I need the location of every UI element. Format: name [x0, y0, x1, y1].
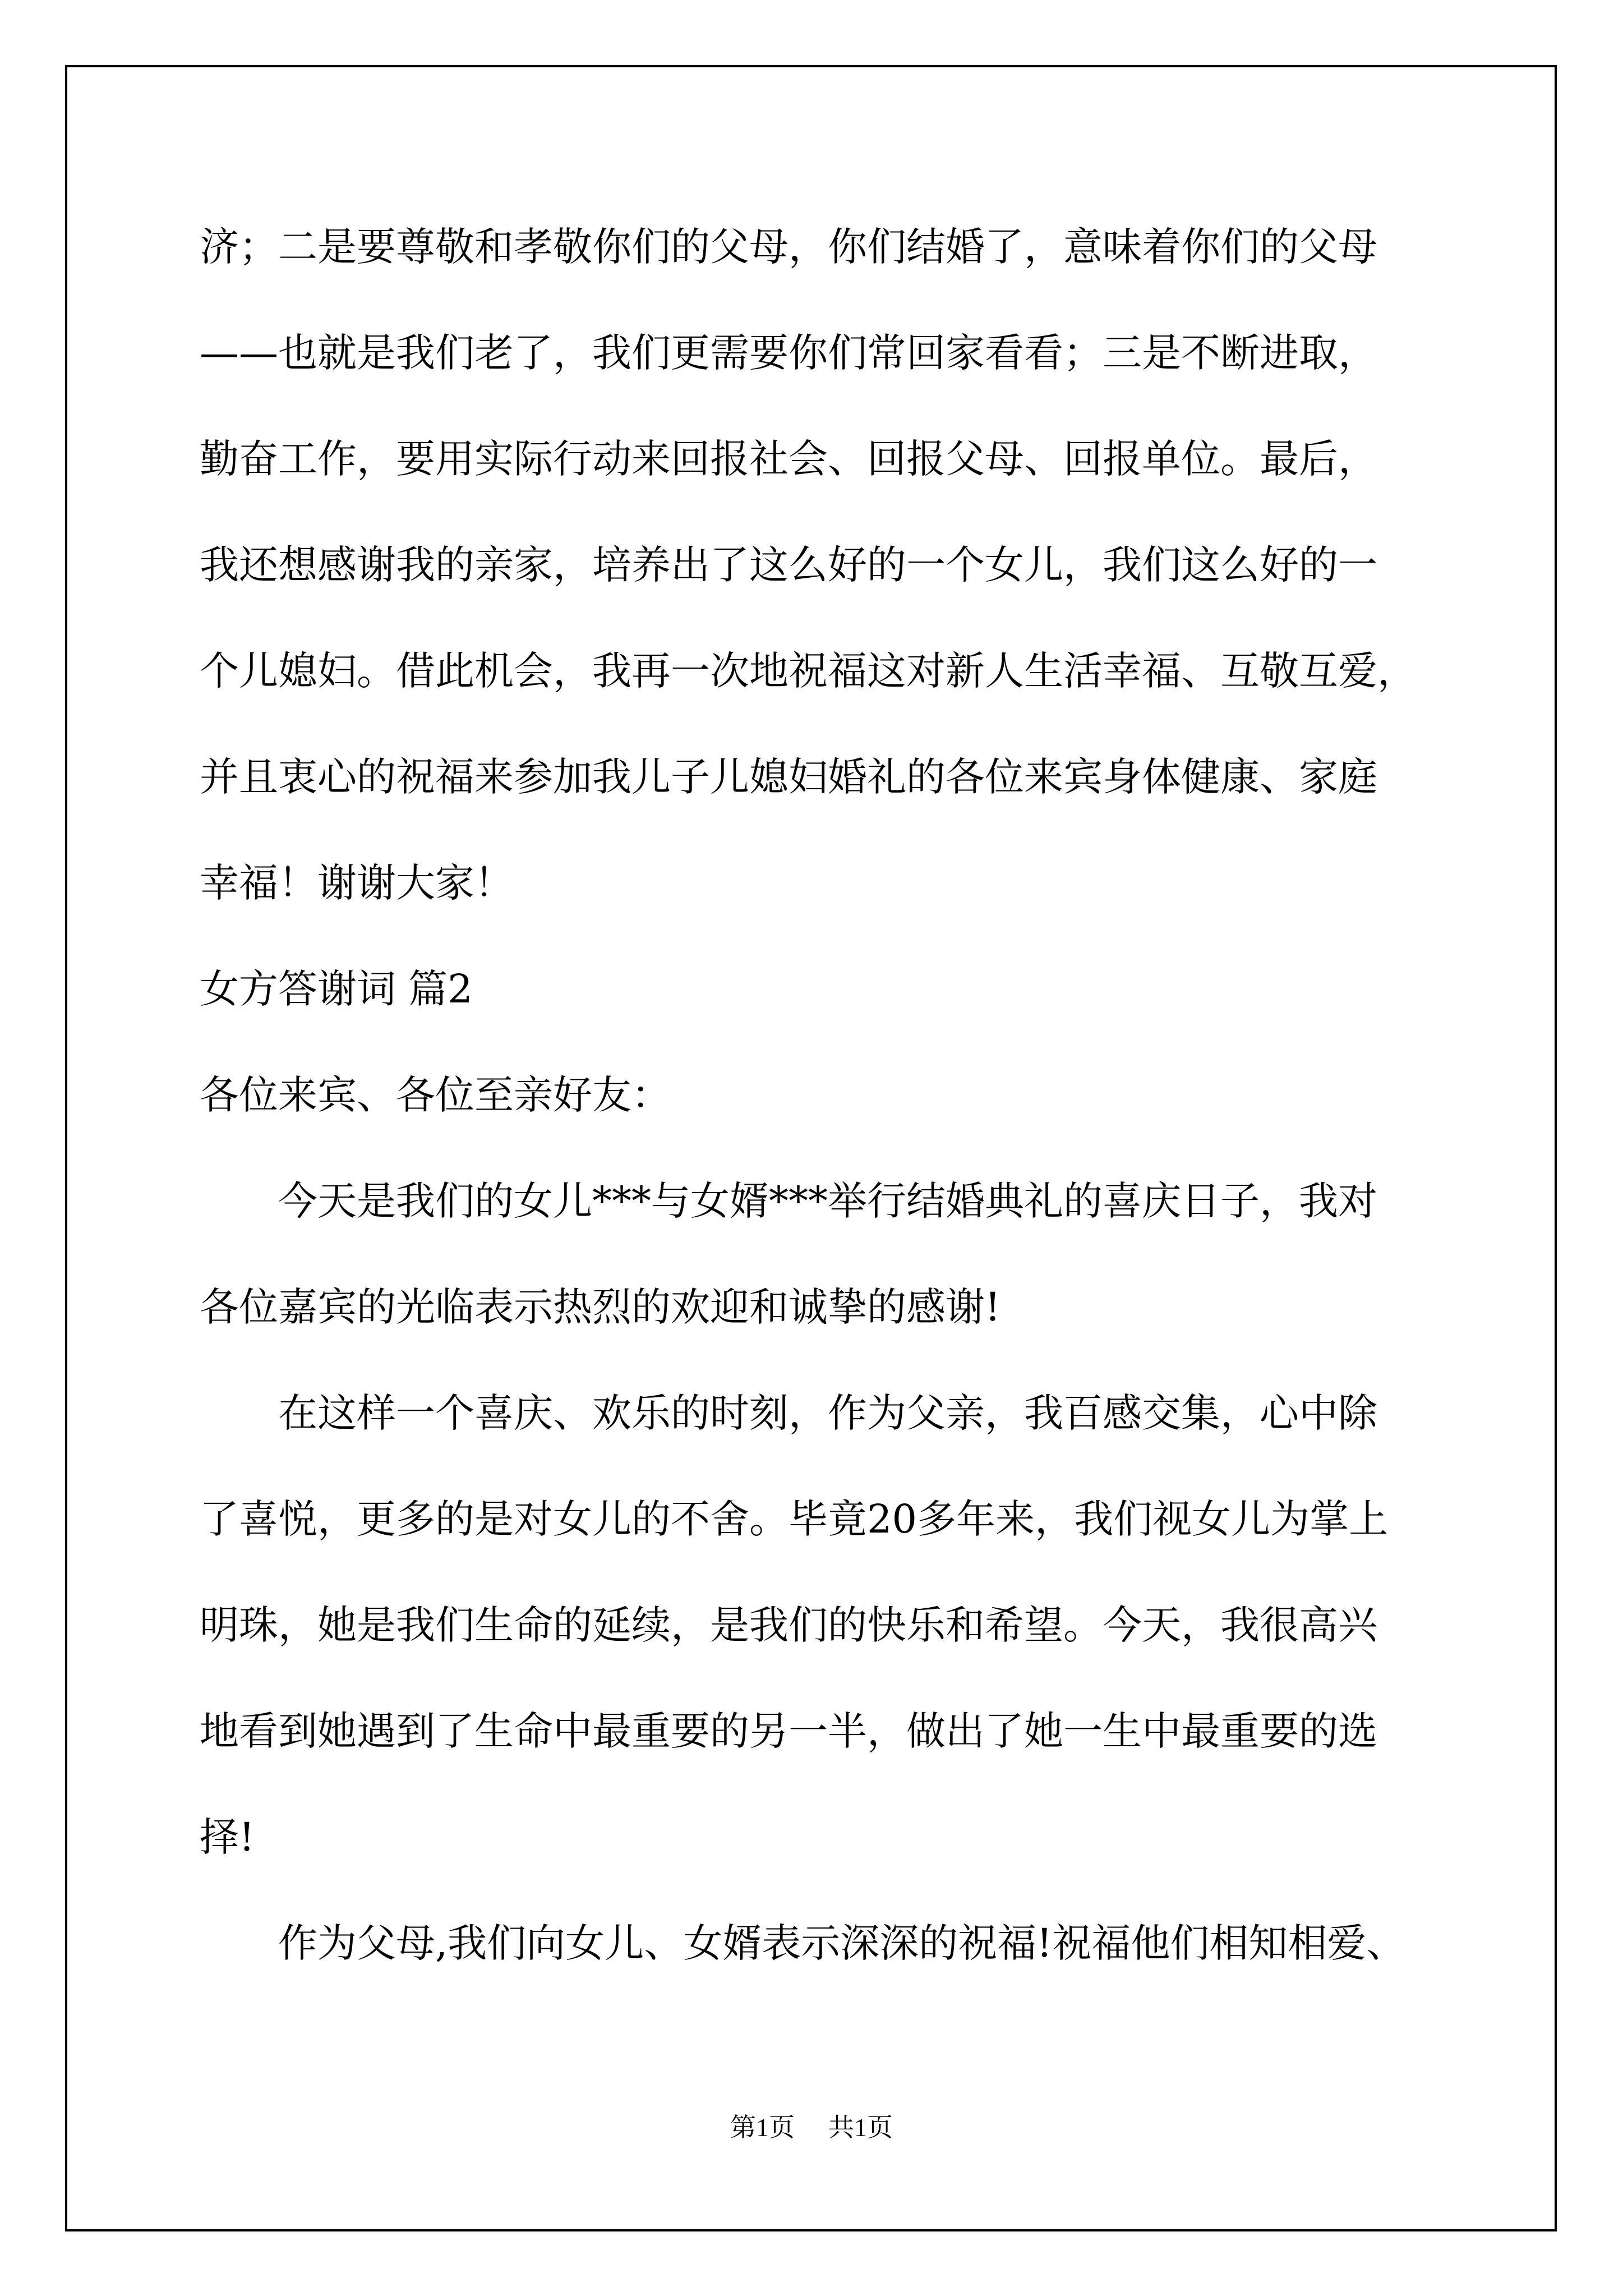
section-heading: 女方答谢词 篇2: [200, 966, 473, 1012]
text-line: 明珠，她是我们生命的延续，是我们的快乐和希望。今天，我很高兴: [200, 1602, 1377, 1648]
text-line: 我还想感谢我的亲家，培养出了这么好的一个女儿，我们这么好的一: [200, 542, 1377, 588]
text-line: 在这样一个喜庆、欢乐的时刻，作为父亲，我百感交集，心中除: [278, 1390, 1377, 1436]
page-number-current: 第1页: [730, 2113, 795, 2142]
text-line: 个儿媳妇。借此机会，我再一次地祝福这对新人生活幸福、互敬互爱，: [200, 648, 1417, 694]
text-line: 地看到她遇到了生命中最重要的另一半，做出了她一生中最重要的选: [200, 1708, 1377, 1754]
text-line: 勤奋工作，要用实际行动来回报社会、回报父母、回报单位。最后，: [200, 436, 1377, 482]
text-line: 幸福！谢谢大家！: [200, 860, 514, 906]
page-number-total: 共1页: [828, 2113, 893, 2142]
page-border: [65, 65, 1557, 2231]
text-line: 并且衷心的祝福来参加我儿子儿媳妇婚礼的各位来宾身体健康、家庭: [200, 754, 1377, 800]
text-line: 济；二是要尊敬和孝敬你们的父母，你们结婚了，意味着你们的父母: [200, 224, 1377, 270]
text-line: ——也就是我们老了，我们更需要你们常回家看看；三是不断进取，: [200, 330, 1377, 376]
text-line: 了喜悦，更多的是对女儿的不舍。毕竟20多年来，我们视女儿为掌上: [200, 1496, 1389, 1542]
text-line: 今天是我们的女儿***与女婿***举行结婚典礼的喜庆日子，我对: [278, 1178, 1377, 1224]
text-line: 作为父母,我们向女儿、女婿表示深深的祝福!祝福他们相知相爱、: [278, 1920, 1406, 1966]
page-footer: [0, 2115, 1623, 2141]
text-line: 择!: [200, 1814, 255, 1860]
text-line: 各位嘉宾的光临表示热烈的欢迎和诚挚的感谢!: [200, 1284, 1001, 1330]
salutation: 各位来宾、各位至亲好友：: [200, 1072, 671, 1118]
